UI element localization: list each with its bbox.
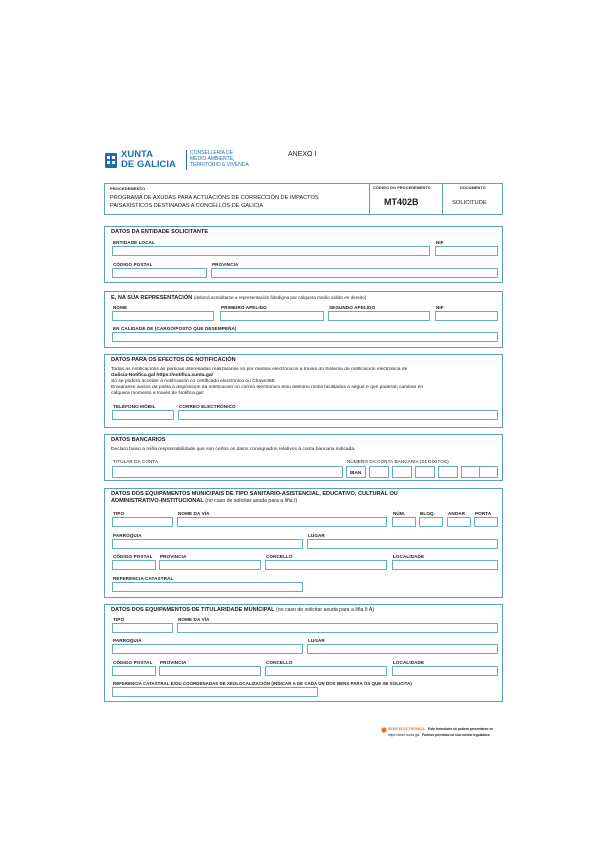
procedure-title-line1: PROGRAMA DE AXUDAS PARA ACTUACIÓNS DE CORRECCIÓN DE IMPACTOS: [110, 195, 319, 201]
o-cadastral-input[interactable]: [112, 687, 318, 697]
sede-line3: Formas previstas na súa norma reguladora: [422, 733, 490, 737]
m-door-label: PORTA: [475, 511, 492, 516]
consellaria-line2: MEDIO AMBIENTE,: [190, 156, 235, 162]
holder-label: TITULAR DA CONTA: [113, 459, 159, 464]
owned-equipment-section: [104, 604, 503, 702]
m-door-input[interactable]: [474, 517, 498, 527]
o-parish-input[interactable]: [112, 644, 303, 654]
m-cadastral-input[interactable]: [112, 582, 303, 592]
municipal-equipment-section: [104, 488, 503, 598]
representative-title-note: (deberá acreditarse a representación fidedigna por calquera medio válido en dereito): [193, 295, 367, 300]
notification-line1: Todas as notificacións ás persoas interesadas realizaranse só por medios electrónicos a través do Sistema de notificación electrónica de: [111, 367, 408, 372]
procedure-title-line2: PAISAXÍSTICOS DESTINADAS A CONCELLOS DE GALICIA: [110, 203, 264, 209]
m-locality-input[interactable]: [392, 560, 498, 570]
applicant-province-input[interactable]: [211, 268, 498, 278]
notification-line5: calquera momento a través de Notifica.gal:: [111, 391, 204, 396]
m-block-label: BLOQ.: [420, 511, 436, 516]
rep-nif-label: NIF: [436, 305, 444, 310]
logo-line1: XUNTA: [121, 149, 154, 160]
document-label: DOCUMENTO: [460, 186, 486, 190]
o-province-label: PROVINCIA: [160, 660, 187, 665]
sede-line2[interactable]: https://sede.xunta.gal: [388, 733, 420, 737]
bank-title: DATOS BANCARIOS: [111, 437, 166, 443]
notification-line4: Enviaranse avisos da posta á disposición da notificación no correo electrónico e/ou teléfono móbil facilitados a seguir e que poderán cambiar en: [111, 385, 424, 390]
entity-input[interactable]: [112, 246, 430, 256]
m-street-input[interactable]: [177, 517, 387, 527]
notification-line2: Galicia-Notifica.gal https://notifica.xunta.gal: [111, 373, 213, 378]
m-postal-input[interactable]: [112, 560, 156, 570]
o-type-input[interactable]: [112, 623, 173, 633]
o-council-label: CONCELLO: [266, 660, 293, 665]
m-council-label: CONCELLO: [266, 554, 293, 559]
owned-title: [111, 607, 374, 614]
representative-title: [111, 294, 366, 302]
sede-brand: SEDE ELECTRÓNICA: [388, 727, 425, 731]
phone-label: TELÉFONO MÓBIL: [113, 404, 156, 409]
m-type-label: TIPO: [113, 511, 125, 516]
o-cadastral-label: REFERENCIA CATASTRAL E/OU COORDENADAS DE XEOLOCALIZACIÓN (INDICAR A DE CADA UN DOS BENS PARA OS QUE SE SOLICITA): [113, 681, 412, 686]
m-postal-label: CÓDIGO POSTAL: [113, 554, 153, 559]
o-place-label: LUGAR: [308, 638, 325, 643]
rep-role-label: EN CALIDADE DE (CARGO/POSTO QUE DESEMPEÑA): [113, 326, 237, 331]
sede-line1: Este formulario só poderá presentarse en: [428, 727, 494, 731]
owned-title-note: (no caso de solicitar axuda para a liña II A): [276, 607, 375, 613]
rep-nif-input[interactable]: [435, 311, 498, 321]
iban-box-4[interactable]: [438, 466, 458, 478]
consellaria-line3: TERRITORIO E VIVENDA: [190, 162, 249, 168]
o-province-input[interactable]: [159, 666, 261, 676]
procedure-divider-1: [369, 184, 370, 215]
m-type-input[interactable]: [112, 517, 173, 527]
holder-input[interactable]: [112, 466, 343, 478]
rep-name-label: NOME: [113, 305, 128, 310]
notification-section: [104, 354, 503, 428]
bank-statement: Declaro baixo a miña responsabilidade que son certos os datos consignados relativos á conta bancaria indicada.: [111, 447, 356, 452]
o-postal-input[interactable]: [112, 666, 156, 676]
o-street-input[interactable]: [177, 623, 498, 633]
document-type: SOLICITUDE: [452, 200, 487, 206]
municipal-title-line1: DATOS DOS EQUIPAMENTOS MUNICIPAIS DE TIPO SANITARIO-ASISTENCIAL, EDUCATIVO, CULTURAL OU: [111, 491, 398, 497]
municipal-title-main: ADMINISTRATIVO-INSTITUCIONAL: [111, 498, 204, 504]
m-place-label: LUGAR: [308, 533, 325, 538]
m-province-input[interactable]: [159, 560, 261, 570]
m-num-label: NÚM.: [393, 511, 406, 516]
logo-line2: DE GALICIA: [121, 159, 176, 170]
iban-box-6[interactable]: [479, 466, 498, 478]
iban-box-1[interactable]: [369, 466, 389, 478]
applicant-postal-input[interactable]: [112, 268, 207, 278]
o-locality-input[interactable]: [392, 666, 498, 676]
procedure-label: PROCEDEMENTO: [110, 186, 146, 191]
m-floor-label: ANDAR: [448, 511, 466, 516]
m-cadastral-label: REFERENCIA CATASTRAL: [113, 576, 174, 581]
xunta-crest-icon: [104, 151, 118, 171]
municipal-title-line2: [111, 498, 297, 505]
bank-section: [104, 434, 503, 481]
logo-divider: [186, 150, 187, 170]
applicant-postal-label: CÓDIGO POSTAL: [113, 262, 153, 267]
rep-surname2-input[interactable]: [328, 311, 430, 321]
rep-role-input[interactable]: [112, 332, 498, 342]
entity-label: ENTIDADE LOCAL: [113, 240, 155, 245]
rep-surname1-label: PRIMEIRO APELIDO: [221, 305, 267, 310]
applicant-title: DATOS DA ENTIDADE SOLICITANTE: [111, 229, 209, 235]
o-parish-label: PARROQUIA: [113, 638, 142, 643]
municipal-title-note: (no caso de solicitar axuda para a liña I): [205, 498, 298, 504]
applicant-nif-label: NIF: [436, 240, 444, 245]
owned-title-main: DATOS DOS EQUIPAMENTOS DE TITULARIDADE MUNICIPAL: [111, 607, 275, 613]
procedure-code: MT402B: [384, 197, 419, 207]
iban-tag: [346, 466, 366, 478]
iban-box-3[interactable]: [415, 466, 435, 478]
applicant-province-label: PROVINCIA: [212, 262, 239, 267]
rep-name-input[interactable]: [112, 311, 214, 321]
applicant-section: [104, 226, 503, 283]
m-block-input[interactable]: [419, 517, 443, 527]
annex-title: ANEXO I: [288, 151, 317, 158]
email-label: CORREO ELECTRÓNICO: [179, 404, 236, 409]
m-num-input[interactable]: [392, 517, 416, 527]
m-council-input[interactable]: [265, 560, 387, 570]
iban-label: IBAN: [350, 470, 362, 475]
procedure-box: [104, 183, 503, 215]
m-parish-label: PARROQUIA: [113, 533, 142, 538]
consellaria-line1: CONSELLERÍA DE: [190, 150, 234, 156]
o-locality-label: LOCALIDADE: [393, 660, 425, 665]
m-locality-label: LOCALIDADE: [393, 554, 425, 559]
procedure-divider-2: [442, 184, 443, 215]
procedure-code-label: CÓDIGO DO PROCEDEMENTO: [373, 186, 431, 190]
m-parish-input[interactable]: [112, 539, 303, 549]
m-street-label: NOME DA VÍA: [178, 511, 210, 516]
phone-input[interactable]: [112, 410, 174, 420]
m-province-label: PROVINCIA: [160, 554, 187, 559]
xunta-logo: [104, 150, 274, 172]
rep-surname1-input[interactable]: [220, 311, 324, 321]
iban-box-5[interactable]: [461, 466, 481, 478]
notification-line3: Só se poderá acceder á notificación co certificado electrónico ou Chave365.: [111, 379, 276, 384]
o-type-label: TIPO: [113, 617, 125, 622]
representative-section: [104, 291, 503, 348]
m-place-input[interactable]: [307, 539, 498, 549]
iban-box-2[interactable]: [392, 466, 412, 478]
sede-footer: [381, 727, 503, 739]
email-input[interactable]: [178, 410, 498, 420]
o-council-input[interactable]: [265, 666, 387, 676]
o-place-input[interactable]: [307, 644, 498, 654]
representative-title-main: E, NA SÚA REPRESENTACIÓN: [111, 295, 193, 301]
rep-surname2-label: SEGUNDO APELIDO: [329, 305, 376, 310]
applicant-nif-input[interactable]: [435, 246, 498, 256]
notification-title: DATOS PARA OS EFECTOS DE NOTIFICACIÓN: [111, 357, 236, 363]
sede-logo-icon: [381, 727, 387, 733]
account-label: NÚMERO DA CONTA BANCARIA (24 DÍXITOS): [347, 459, 449, 464]
m-floor-input[interactable]: [447, 517, 471, 527]
o-postal-label: CÓDIGO POSTAL: [113, 660, 153, 665]
o-street-label: NOME DA VÍA: [178, 617, 210, 622]
